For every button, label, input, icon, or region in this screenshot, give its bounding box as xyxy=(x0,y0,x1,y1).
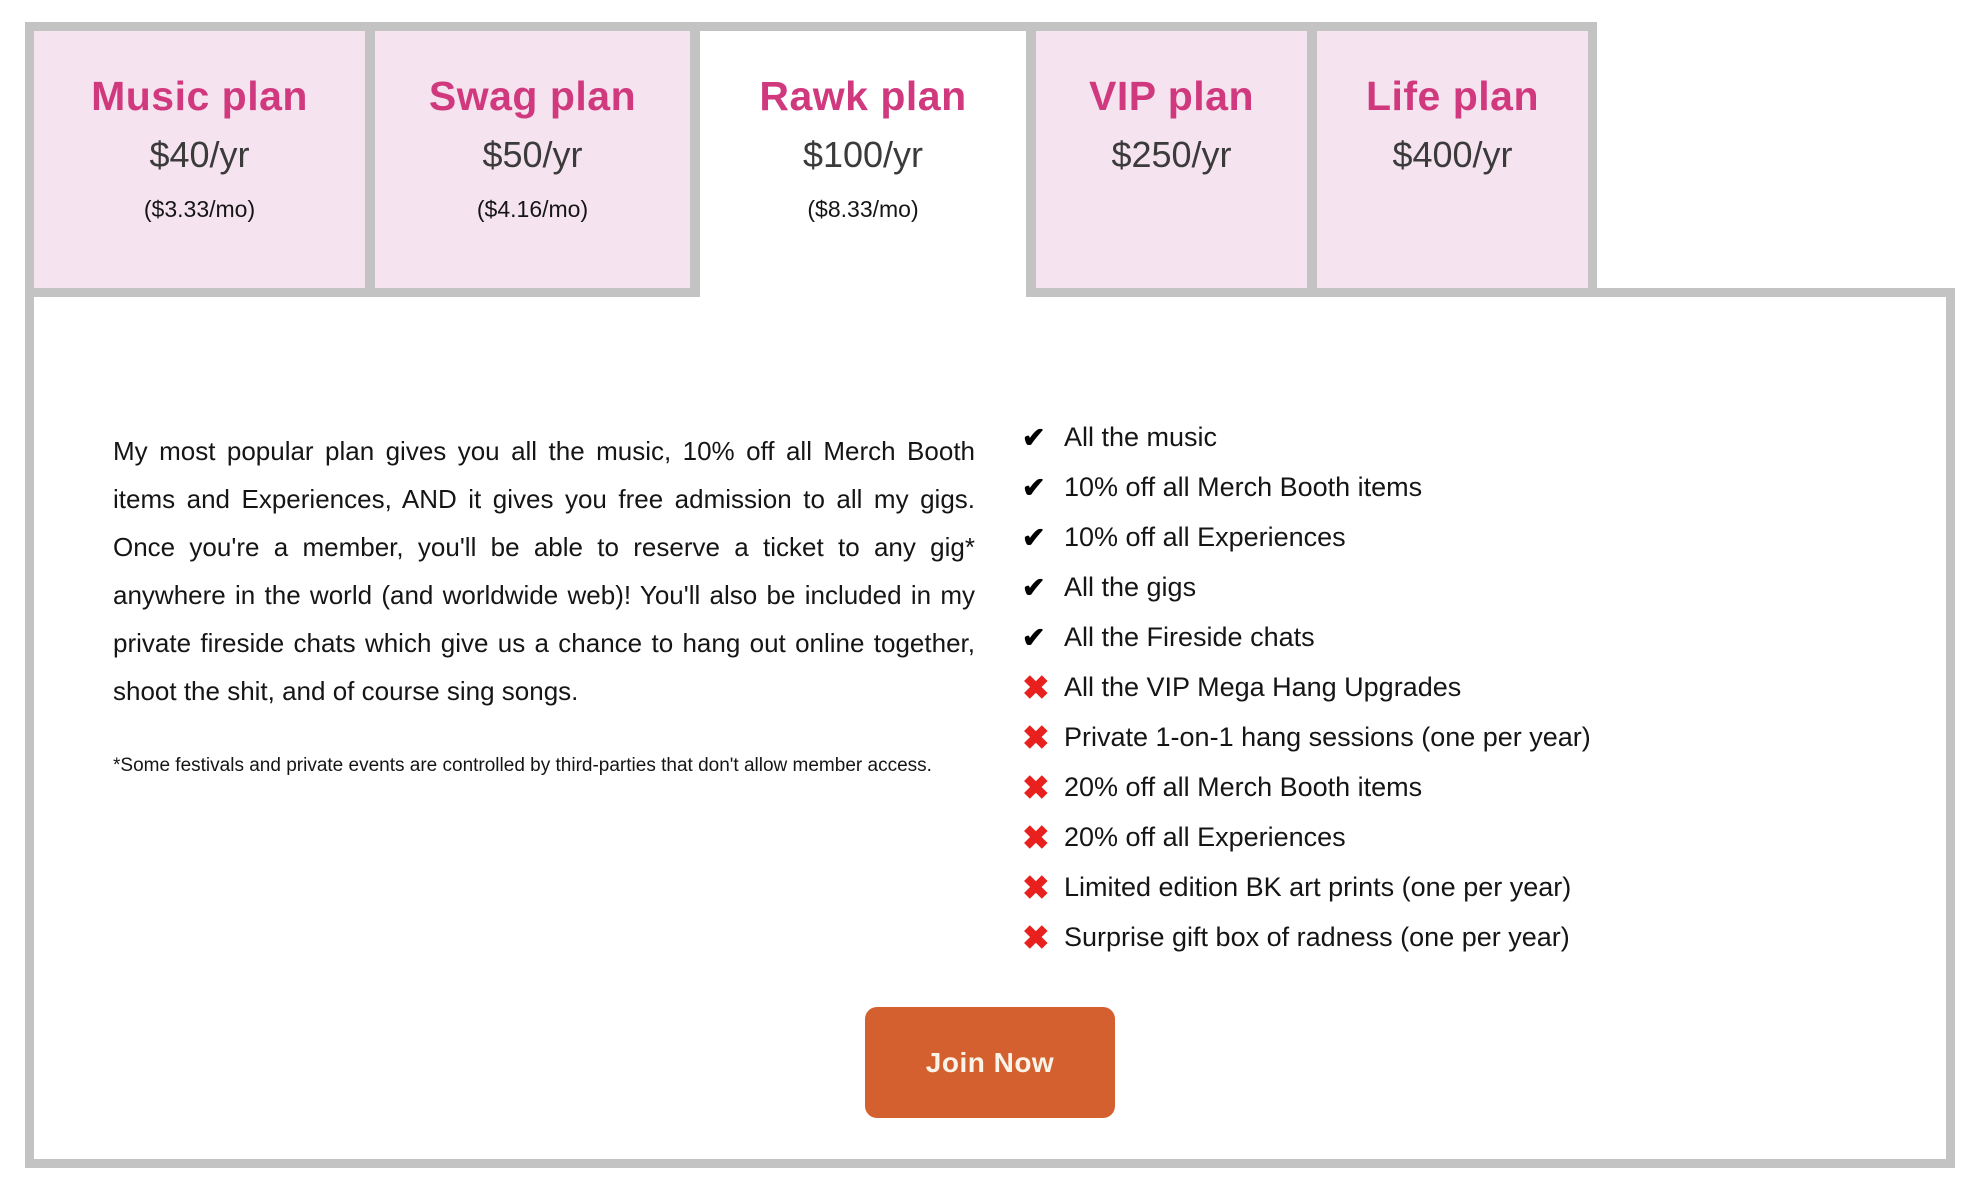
plan-description-column xyxy=(113,412,975,962)
plan-detail-content xyxy=(34,297,1946,962)
plan-disclaimer: *Some festivals and private events are controlled by third-parties that don't allow member access. xyxy=(113,755,932,776)
feature-label: 20% off all Experiences xyxy=(1064,821,1346,852)
plan-tab[interactable] xyxy=(700,31,1026,297)
join-now-button[interactable]: Join Now xyxy=(865,1007,1115,1118)
plan-tab[interactable] xyxy=(34,31,365,288)
plan-tab-title: Music plan xyxy=(91,73,308,119)
feature-list-item xyxy=(1022,562,1591,612)
feature-list-item xyxy=(1022,412,1591,462)
plan-features-column xyxy=(1022,412,1591,962)
feature-label: Private 1-on-1 hang sessions (one per year) xyxy=(1064,721,1591,752)
plan-tab-title: Rawk plan xyxy=(759,73,967,119)
check-icon: ✔ xyxy=(1022,521,1046,553)
feature-label: Limited edition BK art prints (one per year) xyxy=(1064,871,1572,902)
plan-tab-monthly-price: ($3.33/mo) xyxy=(143,196,256,222)
plan-tab-title: Life plan xyxy=(1365,73,1540,119)
feature-list-item xyxy=(1022,912,1591,962)
plan-features-list xyxy=(1022,412,1591,962)
x-icon: ✖ xyxy=(1022,768,1050,806)
plan-tab-yearly-price: $40/yr xyxy=(149,134,250,175)
plan-tab[interactable] xyxy=(1317,31,1588,288)
plan-detail-panel xyxy=(25,288,1955,1168)
feature-list-item xyxy=(1022,462,1591,512)
plan-tab-yearly-price: $100/yr xyxy=(802,134,924,175)
feature-label: 10% off all Merch Booth items xyxy=(1064,471,1423,502)
feature-label: All the VIP Mega Hang Upgrades xyxy=(1064,671,1462,702)
feature-list-item xyxy=(1022,512,1591,562)
feature-list-item xyxy=(1022,612,1591,662)
feature-label: 20% off all Merch Booth items xyxy=(1064,771,1423,802)
feature-label: 10% off all Experiences xyxy=(1064,521,1346,552)
feature-list-item xyxy=(1022,862,1591,912)
plan-tab-monthly-price: ($8.33/mo) xyxy=(807,196,919,222)
x-icon: ✖ xyxy=(1022,818,1050,856)
x-icon: ✖ xyxy=(1022,868,1050,906)
feature-list-item xyxy=(1022,662,1591,712)
feature-list-item xyxy=(1022,762,1591,812)
plan-tabs xyxy=(25,22,1597,288)
check-icon: ✔ xyxy=(1022,571,1046,603)
plan-tab-yearly-price: $50/yr xyxy=(482,134,583,175)
x-icon: ✖ xyxy=(1022,918,1050,956)
plan-tab-title: VIP plan xyxy=(1088,73,1255,119)
check-icon: ✔ xyxy=(1022,471,1046,503)
check-icon: ✔ xyxy=(1022,621,1046,653)
feature-label: All the music xyxy=(1064,421,1218,452)
check-icon: ✔ xyxy=(1022,421,1046,453)
feature-label: Surprise gift box of radness (one per year) xyxy=(1064,921,1570,952)
x-icon: ✖ xyxy=(1022,718,1050,756)
plan-tab-monthly-price: ($4.16/mo) xyxy=(476,196,589,222)
feature-label: All the gigs xyxy=(1064,571,1197,602)
join-button-row xyxy=(34,1007,1946,1118)
plan-tab[interactable] xyxy=(375,31,690,288)
plan-tab-yearly-price: $250/yr xyxy=(1111,134,1232,175)
plan-tab[interactable] xyxy=(1036,31,1307,288)
feature-label: All the Fireside chats xyxy=(1064,621,1315,652)
x-icon: ✖ xyxy=(1022,668,1050,706)
feature-list-item xyxy=(1022,812,1591,862)
plan-description: My most popular plan gives you all the music, 10% off all Merch Booth items and Experiences, AND it gives you free admission to all my gigs. Once you're a member, you'll be able to reserve a ticket to any gig* anywhere in the world (and worldwide web)! You'll also be included in my private fireside chats which give us a chance to hang out online together, shoot the shit, and of course sing songs. xyxy=(113,436,975,706)
plan-tab-yearly-price: $400/yr xyxy=(1392,134,1513,175)
feature-list-item xyxy=(1022,712,1591,762)
plan-tab-title: Swag plan xyxy=(428,73,637,119)
